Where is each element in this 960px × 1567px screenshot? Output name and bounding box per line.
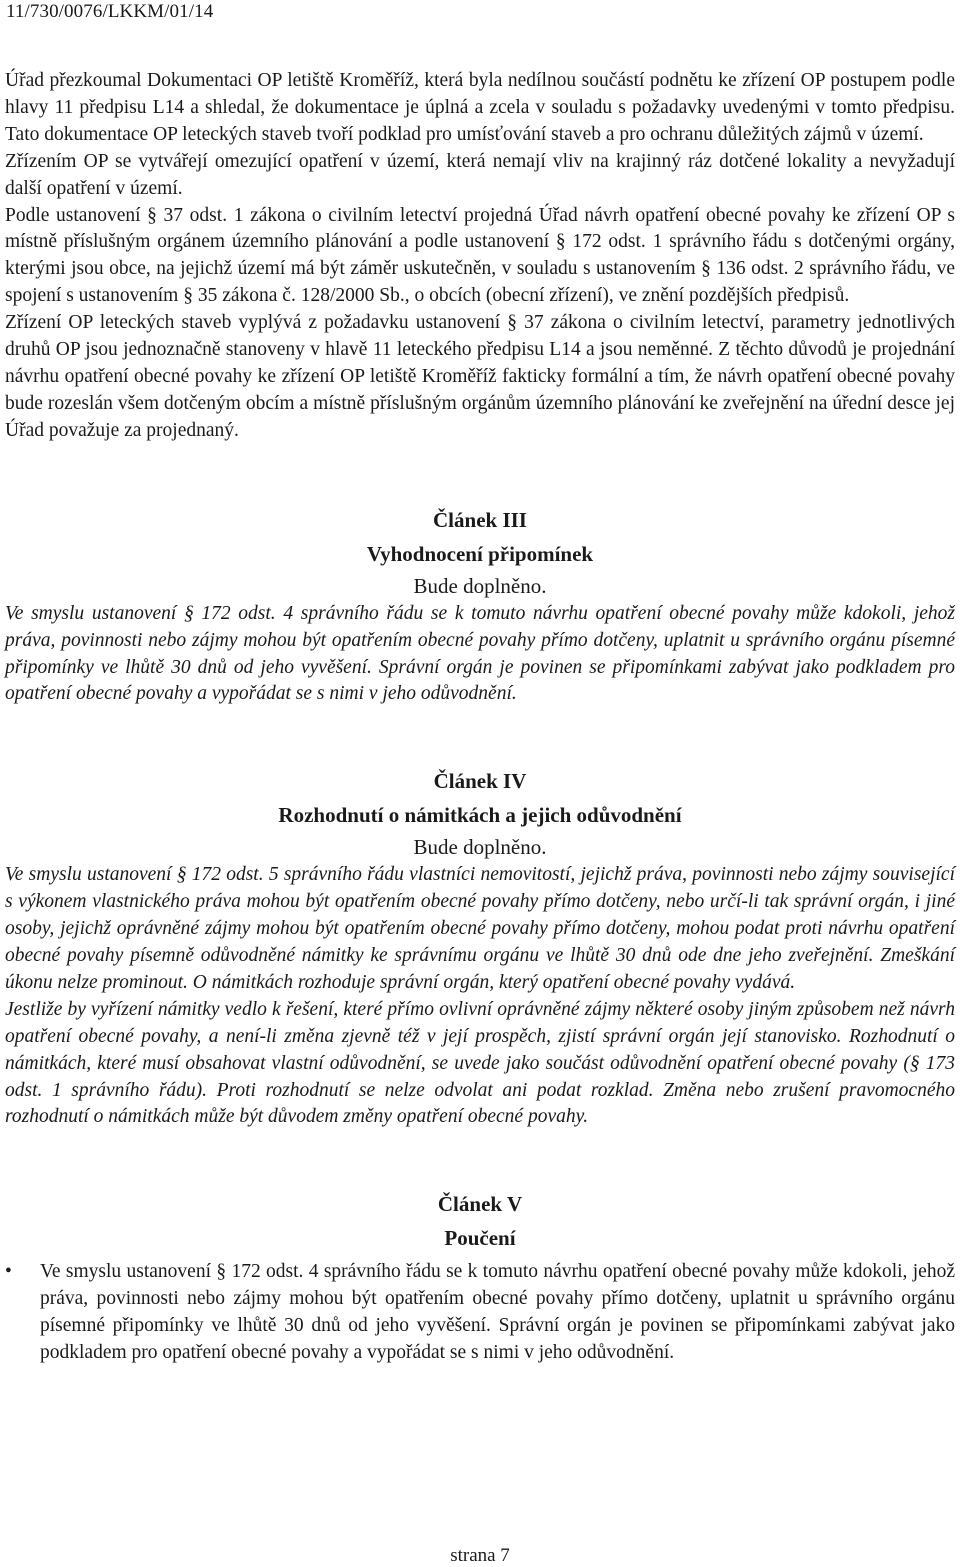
list-item-text: Ve smyslu ustanovení § 172 odst. 4 správního řádu se k tomuto návrhu opatření obecné povahy může kdokoli, jehož práva, povinnosti nebo zájmy mohou být opatřením obecné povahy přímo dotčeny, uplatnit u správního orgánu písemné připomínky ve lhůtě 30 dnů od jeho vyvěšení. Správní orgán je povinen se připomínkami zabývat jako podkladem pro opatření obecné povahy a vypořádat se s nimi v jeho odůvodnění. [40,1261,955,1364]
article-3-note: Bude doplněno. [413,573,547,598]
bullet-icon: • [5,1261,12,1283]
section-spacer [5,708,955,764]
document-reference-number: 11/730/0076/LKKM/01/14 [6,1,214,22]
intro-paragraph: Zřízením OP se vytvářejí omezující opatření v území, která nemají vliv na krajinný ráz dotčené lokality a nevyžadují další opatření v území. [5,150,955,199]
article-3-section [5,503,955,709]
article-3-paragraph: Ve smyslu ustanovení § 172 odst. 4 správního řádu se k tomuto návrhu opatření obecné povahy může kdokoli, jehož práva, povinnosti nebo zájmy mohou být opatřením obecné povahy přímo dotčeny, uplatnit u správního orgánu písemné připomínky ve lhůtě 30 dnů od jeho vyvěšení. Správní orgán je povinen se připomínkami zabývat jako podkladem pro opatření obecné povahy a vypořádat se s nimi v jeho odůvodnění. [5,602,955,705]
article-3-title: Článek III [433,507,527,532]
article-5-title: Článek V [437,1192,523,1217]
section-spacer [5,445,955,503]
article-4-paragraph: Ve smyslu ustanovení § 172 odst. 5 správního řádu vlastníci nemovitostí, jejichž práva, povinnosti nebo zájmy související s výkonem vlastnického práva mohou být opatřením obecné povahy přímo dotčeny, nebo určí-li tak správní orgán, i jiné osoby, jejichž oprávněné zájmy mohou být opatřením obecné povahy přímo dotčeny, mohou podat proti návrhu opatření obecné povahy písemně odůvodněné námitky ke správnímu orgánu ve lhůtě 30 dnů ode dne jeho zveřejnění. Zmeškání úkonu nelze prominout. O námitkách rozhoduje správní orgán, který opatření obecné povahy vydává. [5,864,955,993]
intro-paragraph: Zřízení OP leteckých staveb vyplývá z požadavku ustanovení § 37 zákona o civilním letectví, parametry jednotlivých druhů OP jsou jednoznačně stanoveny v hlavě 11 leteckého předpisu L14 a jsou neměnné. Z těchto důvodů je projednání návrhu opatření obecné povahy ke zřízení OP letiště Kroměříž fakticky formální a tím, že návrh opatření obecné povahy bude rozeslán všem dotčeným obcím a místně příslušným orgánům územního plánování ke zveřejnění na úřední desce jej Úřad považuje za projednaný. [5,312,955,441]
article-4-section [5,764,955,1131]
article-4-subtitle: Rozhodnutí o námitkách a jejich odůvodnění [278,803,682,828]
article-3-subtitle: Vyhodnocení připomínek [366,541,594,566]
intro-paragraph: Úřad přezkoumal Dokumentaci OP letiště Kroměříž, která byla nedílnou součástí podnětu ke zřízení OP postupem podle hlavy 11 předpisu L14 a shledal, že dokumentace je úplná a zcela v souladu s požadavky uvedenými v tomto předpisu. Tato dokumentace OP leteckých staveb tvoří podklad pro umísťování staveb a pro ochranu důležitých zájmů v území. [5,70,955,145]
section-spacer [5,1131,955,1187]
article-5-section [5,1187,955,1367]
article-4-paragraph: Jestliže by vyřízení námitky vedlo k řešení, které přímo ovlivní oprávněné zájmy některé osoby jiným způsobem než návrh opatření obecné povahy, a není-li změna zjevně též v její prospěch, zjistí správní orgán její stanovisko. Rozhodnutí o námitkách, které musí obsahovat vlastní odůvodnění, se uvede jako součást odůvodnění opatření obecné povahy (§ 173 odst. 1 správního řádu). Proti rozhodnutí se nelze odvolat ani podat rozklad. Změna nebo zrušení pravomocného rozhodnutí o námitkách může být důvodem změny opatření obecné povahy. [5,998,955,1128]
article-5-subtitle: Poučení [444,1226,516,1251]
article-4-note: Bude doplněno. [413,835,547,860]
document-body [5,68,955,1367]
page-number: strana 7 [450,1545,510,1566]
list-item [5,1259,955,1367]
article-4-title: Článek IV [433,769,527,794]
intro-paragraph: Podle ustanovení § 37 odst. 1 zákona o civilním letectví projedná Úřad návrh opatření obecné povahy ke zřízení OP s místně příslušným orgánem územního plánování a podle ustanovení § 172 odst. 1 správního řádu s dotčenými orgány, kterými jsou obce, na jejichž území má být záměr uskutečněn, v souladu s ustanovením § 136 odst. 2 správního řádu, ve spojení s ustanovením § 35 zákona č. 128/2000 Sb., o obcích (obecní zřízení), ve znění pozdějších předpisů. [5,204,955,307]
